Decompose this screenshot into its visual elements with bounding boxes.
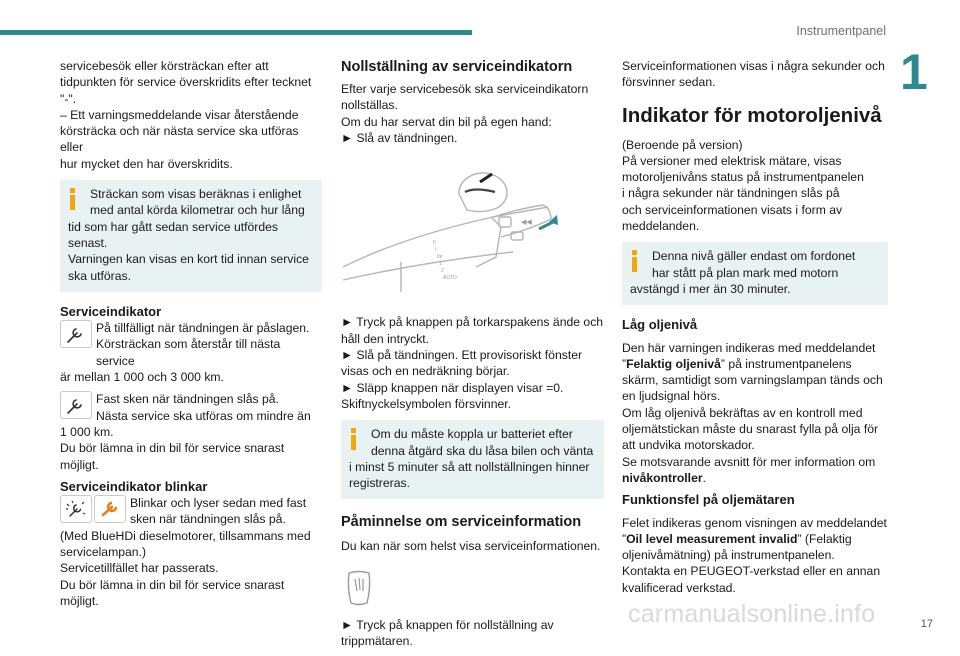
stalk-label-I: I (435, 247, 437, 254)
reset-steps: ► Tryck på knappen på torkarspakens ände och håll den intryckt. ► Slå på tändningen. Ett provisoriskt fönster visas och en nedräkning börjar. ► Släpp knappen när displayen visar =0. Skiftnyckelsymbolen försvinner. (341, 315, 604, 411)
oil-level-heading: Indikator för motoroljenivå (622, 103, 882, 127)
service-a-range: är mellan 1 000 och 3 000 km. (60, 370, 224, 385)
service-blinking-row: Blinkar och lyser sedan med fast sken när tändningen slås på. (60, 495, 322, 528)
info-box: Om du måste koppla ur batteriet efter denna åtgärd ska du låsa bilen och vänta i minst 5 minuter så att nollställningen hinner registreras. (341, 420, 604, 499)
info-box: Sträckan som visas beräknas i enlighet med antal körda kilometrar och hur lång tid som har gått sedan service utfördes senast. Varningen kan visas en kort tid innan service ska utföras. (60, 180, 322, 292)
column-3 (622, 58, 888, 602)
wrench-icon (60, 391, 92, 419)
info-icon (68, 188, 78, 210)
svg-text:◀◀: ◀◀ (521, 219, 532, 227)
watermark: carmanualsonline.info (628, 600, 876, 628)
service-indicator-heading: Serviceindikator (60, 303, 162, 319)
chapter-number: 1 (900, 44, 928, 100)
service-blinking-heading: Serviceindikator blinkar (60, 478, 208, 494)
reminder-step: ► Tryck på knappen för nollställning av trippmätaren. (341, 618, 554, 649)
reset-heading: Nollställning av serviceindikatorn (341, 59, 573, 75)
service-indicator-b: Fast sken när tändningen slås på. Nästa service ska utföras om mindre än (60, 391, 322, 424)
reset-intro: Efter varje servicebesök ska serviceindikatorn nollställas. Om du har servat din bil på egen hand: ► Slå av tändningen. (341, 82, 589, 145)
wiper-stalk-illustration (341, 162, 604, 302)
info-icon (349, 428, 359, 450)
column-1 (60, 58, 322, 615)
wrench-orange-icon (94, 495, 126, 523)
stalk-label-2: 2 (441, 268, 444, 275)
service-b-text: 1 000 km. Du bör lämna in din bil för service snarast möjligt. (60, 424, 285, 472)
service-indicator-a: På tillfälligt när tändningen är påslagen. Körsträckan som återstår till nästa service (60, 320, 322, 369)
intro-paragraph: servicebesök eller körsträckan efter att tidpunkten för service överskridits efter tecknet "-". – Ett varningsmeddelande visar återstående körsträcka och när nästa service ska utföras eller hur mycket den har överskridits. (60, 59, 312, 171)
page-number: 17 (920, 618, 933, 630)
page-header-title: Instrumentpanel (796, 24, 886, 38)
stalk-label-int: Int (437, 254, 443, 261)
column-2 (341, 58, 604, 656)
oil-gauge-fault-text: Felet indikeras genom visningen av meddelandet ”Oil level measurement invalid” (Felaktig oljenivåmätning) på instrumentpanelen. Kontakta en PEUGEOT-verkstad eller en annan kvalificerad verkstad. (622, 515, 887, 595)
stalk-label-auto: AUTO (443, 275, 457, 282)
low-oil-heading: Låg oljenivå (622, 317, 698, 333)
service-info-paragraph: Serviceinformationen visas i några sekunder och försvinner sedan. (622, 59, 885, 90)
header-accent-bar (0, 30, 472, 35)
oil-level-body: (Beroende på version) På versioner med elektrisk mätare, visas motoroljenivåns status på instrumentpanelen i några sekunder när tändningen slås på och serviceinformationen visats i form av meddelanden. (622, 137, 864, 234)
wrench-icon (60, 320, 92, 348)
level-checks-link[interactable]: nivåkontroller (622, 470, 703, 485)
trip-reset-button-illustration (341, 569, 375, 607)
service-blinking-text: (Med BlueHDi dieselmotorer, tillsammans med servicelampan.) Servicetillfället har passerats. Du bör lämna in din bil för service snarast möjligt. (60, 528, 311, 608)
wrench-flashing-icon (60, 495, 92, 523)
reminder-heading: Påminnelse om serviceinformation (341, 514, 582, 531)
info-icon (630, 250, 640, 272)
low-oil-text: Den här varningen indikeras med meddelandet ”Felaktig oljenivå” på instrumentpanelens skärm, samtidigt som varningslampan tänds och en ljudsignal hörs. Om låg oljenivå bekräftas av en kontroll med oljemätstickan måste du snarast fylla på olja för att undvika motorskador. Se motsvarande avsnitt för mer information om nivåkontroller. (622, 340, 883, 485)
stalk-label-0: 0 (433, 240, 436, 247)
info-box: Denna nivå gäller endast om fordonet har stått på plan mark med motorn avstängd i mer än 30 minuter. (622, 242, 888, 305)
reminder-text: Du kan när som helst visa serviceinformationen. (341, 539, 601, 554)
oil-gauge-fault-heading: Funktionsfel på oljemätaren (622, 492, 795, 508)
stalk-label-1: 1 (439, 261, 442, 268)
